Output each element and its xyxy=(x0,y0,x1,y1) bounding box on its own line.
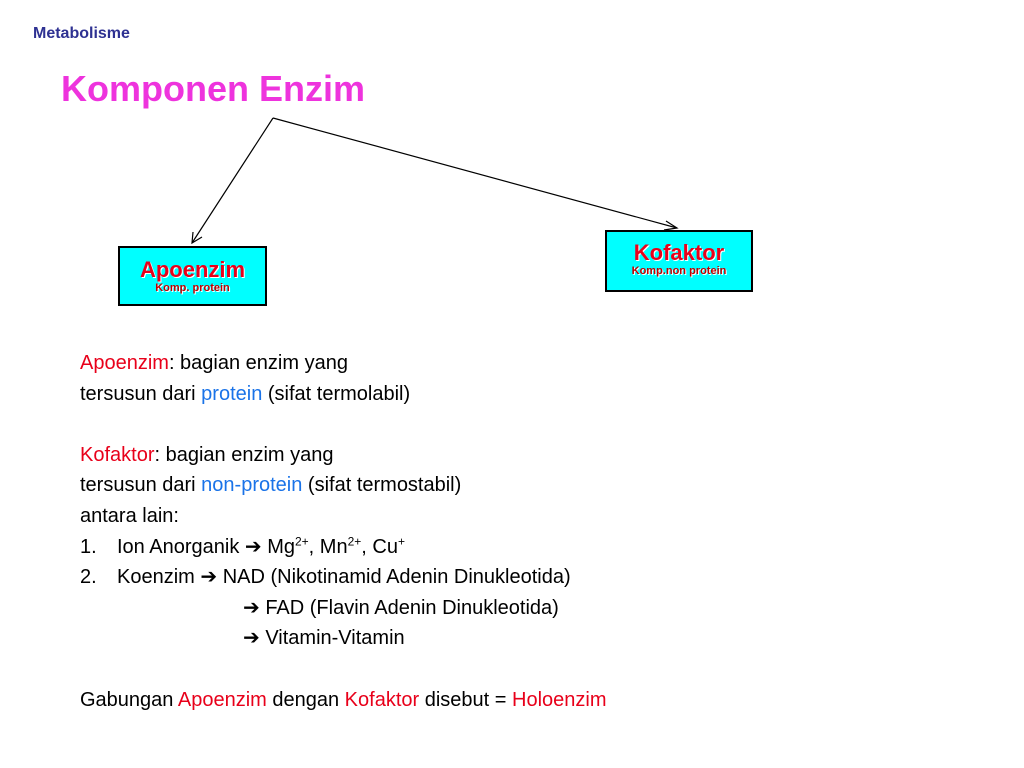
term-kofaktor: Kofaktor xyxy=(80,443,155,466)
text: disebut = xyxy=(419,688,512,711)
spacer xyxy=(80,409,606,440)
text: : bagian enzim yang xyxy=(154,443,334,466)
kofaktor-examples-intro: antara lain: xyxy=(80,504,179,527)
term-non-protein: non-protein xyxy=(201,474,303,497)
kofaktor-definition-line2 xyxy=(80,470,606,501)
arrow-right-icon: ➔ xyxy=(244,535,262,558)
superscript: 2+ xyxy=(294,533,309,548)
term-holoenzim: Holoenzim xyxy=(512,688,607,711)
text: Gabungan xyxy=(80,688,178,711)
kofaktor-label: Kofaktor xyxy=(633,240,725,265)
text: tersusun dari xyxy=(80,474,202,497)
arrow-to-apoenzim xyxy=(192,118,273,243)
text: NAD (Nikotinamid Adenin Dinukleotida) xyxy=(217,566,571,589)
list-subitem-vitamin xyxy=(80,623,606,654)
summary-line xyxy=(80,685,606,716)
superscript: + xyxy=(397,533,405,548)
apoenzim-box xyxy=(118,246,267,306)
text: Mg xyxy=(261,535,295,558)
term-apoenzim: Apoenzim xyxy=(177,688,267,711)
text: (sifat termostabil) xyxy=(302,474,462,497)
arrow-right-icon: ➔ xyxy=(243,627,260,650)
apoenzim-sublabel: Komp. protein xyxy=(155,282,230,294)
apoenzim-label: Apoenzim xyxy=(139,257,246,282)
list-subitem-fad xyxy=(80,593,606,624)
text: Vitamin-Vitamin xyxy=(259,627,405,650)
text: dengan xyxy=(266,688,345,711)
apoenzim-definition-line2 xyxy=(80,379,606,410)
text: tersusun dari xyxy=(80,382,202,405)
term-protein: protein xyxy=(201,382,263,405)
term-kofaktor: Kofaktor xyxy=(344,688,420,711)
term-apoenzim: Apoenzim xyxy=(80,352,169,374)
superscript: 2+ xyxy=(347,533,362,548)
list-number: 1. xyxy=(80,535,97,558)
topic-label: Metabolisme xyxy=(33,25,130,42)
apoenzim-definition-line1 xyxy=(80,348,606,379)
list-number: 2. xyxy=(80,566,97,589)
text: Koenzim xyxy=(117,566,201,589)
arrow-to-kofaktor xyxy=(273,118,677,228)
text: , Mn xyxy=(308,535,348,558)
text: (sifat termolabil) xyxy=(262,382,411,405)
arrow-right-icon: ➔ xyxy=(200,566,218,589)
kofaktor-sublabel: Komp.non protein xyxy=(631,265,727,277)
text: Ion Anorganik xyxy=(117,535,245,558)
list-item-koenzim xyxy=(80,562,606,593)
arrow-right-icon: ➔ xyxy=(243,596,260,619)
text: : bagian enzim yang xyxy=(168,352,348,374)
slide-title: Komponen Enzim xyxy=(61,68,365,109)
text: , Cu xyxy=(361,535,398,558)
spacer xyxy=(80,654,606,685)
text: FAD (Flavin Adenin Dinukleotida) xyxy=(259,596,559,619)
body-text xyxy=(80,348,606,715)
kofaktor-box xyxy=(605,230,753,292)
kofaktor-definition-line1 xyxy=(80,440,606,471)
list-item-ion-anorganik xyxy=(80,532,606,563)
